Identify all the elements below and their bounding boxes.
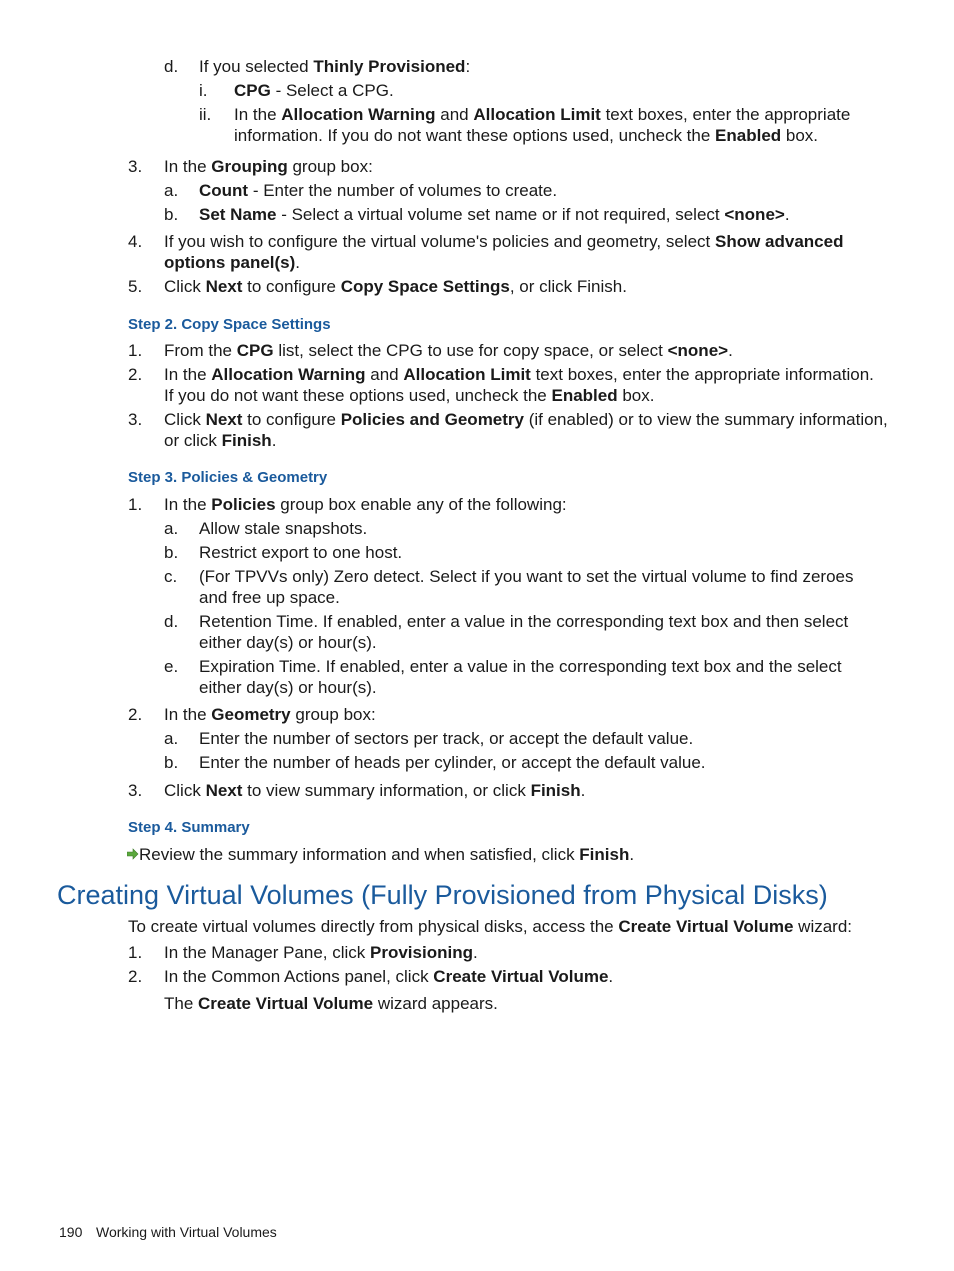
list-marker: 3. xyxy=(128,781,143,800)
list-marker: d. xyxy=(164,57,179,76)
list-marker: b. xyxy=(164,205,179,224)
list-item: In the Geometry group box: xyxy=(164,705,376,724)
list-marker: a. xyxy=(164,729,179,748)
section-title: Creating Virtual Volumes (Fully Provisioned from Physical Disks) xyxy=(57,880,828,910)
list-item: If you wish to configure the virtual volume's policies and geometry, select Show advanced xyxy=(164,232,844,251)
list-item: If you selected Thinly Provisioned: xyxy=(199,57,471,76)
list-marker: 2. xyxy=(128,967,143,986)
list-item: In the Grouping group box: xyxy=(164,157,373,176)
list-marker: a. xyxy=(164,181,179,200)
list-marker: d. xyxy=(164,612,179,631)
list-item: Count - Enter the number of volumes to create. xyxy=(199,181,558,200)
list-item: In the Manager Pane, click Provisioning. xyxy=(164,943,478,962)
list-marker: 5. xyxy=(128,277,143,296)
list-item: Enter the number of sectors per track, or accept the default value. xyxy=(199,729,694,748)
list-marker: a. xyxy=(164,519,179,538)
list-marker: i. xyxy=(199,81,208,100)
list-item: CPG - Select a CPG. xyxy=(234,81,394,100)
list-item: Click Next to configure Copy Space Settings, or click Finish. xyxy=(164,277,627,296)
list-item: Click Next to configure Policies and Geometry (if enabled) or to view the summary information, xyxy=(164,410,888,429)
list-item-continuation: If you do not want these options used, uncheck the Enabled box. xyxy=(164,386,655,405)
list-item: Enter the number of heads per cylinder, or accept the default value. xyxy=(199,753,706,772)
list-item-continuation: either day(s) or hour(s). xyxy=(199,633,377,652)
summary-text: Review the summary information and when satisfied, click Finish. xyxy=(139,845,635,864)
list-item: Allow stale snapshots. xyxy=(199,519,368,538)
list-item: From the CPG list, select the CPG to use for copy space, or select <none>. xyxy=(164,341,733,360)
list-marker: ii. xyxy=(199,105,212,124)
list-marker: 1. xyxy=(128,495,143,514)
list-item-continuation: options panel(s). xyxy=(164,253,301,272)
list-marker: b. xyxy=(164,543,179,562)
list-item: In the Policies group box enable any of the following: xyxy=(164,495,567,514)
list-item: Retention Time. If enabled, enter a value in the corresponding text box and then select xyxy=(199,612,849,631)
list-marker: 4. xyxy=(128,232,143,251)
page-number: 190 xyxy=(59,1224,83,1240)
list-item-continuation: either day(s) or hour(s). xyxy=(199,678,377,697)
step-heading: Step 3. Policies & Geometry xyxy=(128,469,328,486)
list-item-continuation: or click Finish. xyxy=(164,431,277,450)
list-item: Expiration Time. If enabled, enter a value in the corresponding text box and the select xyxy=(199,657,842,676)
step-heading: Step 2. Copy Space Settings xyxy=(128,316,331,333)
result-text: The Create Virtual Volume wizard appears. xyxy=(164,994,498,1013)
list-marker: 2. xyxy=(128,365,143,384)
list-marker: 2. xyxy=(128,705,143,724)
list-item-continuation: and free up space. xyxy=(199,588,340,607)
list-item: In the Common Actions panel, click Create Virtual Volume. xyxy=(164,967,614,986)
list-item: Set Name - Select a virtual volume set name or if not required, select <none>. xyxy=(199,205,790,224)
list-marker: e. xyxy=(164,657,179,676)
list-item: Click Next to view summary information, or click Finish. xyxy=(164,781,586,800)
list-marker: b. xyxy=(164,753,179,772)
chapter-title: Working with Virtual Volumes xyxy=(96,1224,277,1240)
list-item: Restrict export to one host. xyxy=(199,543,403,562)
list-marker: 1. xyxy=(128,943,143,962)
list-marker: c. xyxy=(164,567,178,586)
list-marker: 3. xyxy=(128,410,143,429)
step-heading: Step 4. Summary xyxy=(128,819,250,836)
list-item: In the Allocation Warning and Allocation Limit text boxes, enter the appropriate xyxy=(234,105,851,124)
list-marker: 1. xyxy=(128,341,143,360)
list-item: (For TPVVs only) Zero detect. Select if you want to set the virtual volume to find zeroes xyxy=(199,567,854,586)
arrow-right-icon xyxy=(127,848,139,860)
list-marker: 3. xyxy=(128,157,143,176)
section-intro: To create virtual volumes directly from physical disks, access the Create Virtual Volume wizard: xyxy=(128,917,853,936)
list-item: In the Allocation Warning and Allocation Limit text boxes, enter the appropriate information. xyxy=(164,365,874,384)
list-item-continuation: information. If you do not want these options used, uncheck the Enabled box. xyxy=(234,126,819,145)
